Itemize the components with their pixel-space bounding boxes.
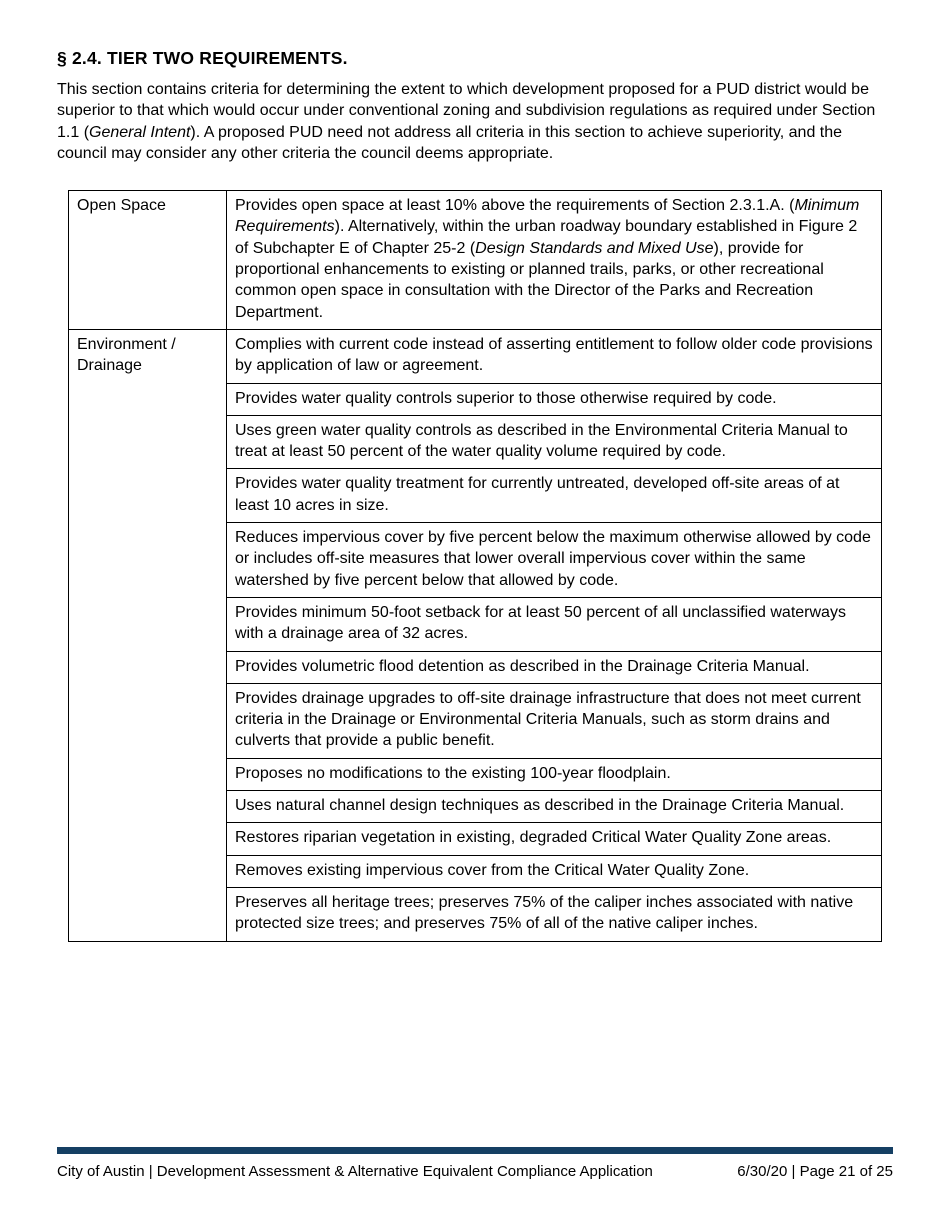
criterion-cell <box>227 823 882 855</box>
criterion-cell <box>227 523 882 598</box>
table-row <box>69 191 882 330</box>
footer-date-page-number: 6/30/20 | Page 21 of 25 <box>737 1163 893 1180</box>
requirements-table-body <box>69 191 882 941</box>
text-run: Removes existing impervious cover from the Critical Water Quality Zone. <box>235 861 750 879</box>
text-run: ). A proposed PUD need not address all criteria in this section to achieve superiority, and the council may consider any other criteria the council deems appropriate. <box>57 123 843 162</box>
text-run: Provides open space at least 10% above the requirements of Section 2.3.1.A. ( <box>235 197 795 215</box>
text-run: Provides drainage upgrades to off-site drainage infrastructure that does not meet current criteria in the Drainage or Environmental Criteria Manuals, such as storm drains and culverts that provide a public benefit. <box>235 689 861 750</box>
text-run: Uses green water quality controls as described in the Environmental Criteria Manual to treat at least 50 percent of the water quality volume required by code. <box>235 421 848 461</box>
criterion-cell <box>227 791 882 823</box>
criterion-cell <box>227 191 882 330</box>
criterion-cell <box>227 383 882 415</box>
text-run: Complies with current code instead of asserting entitlement to follow older code provisions by application of law or agreement. <box>235 335 873 375</box>
text-run: Provides water quality treatment for currently untreated, developed off-site areas of at least 10 acres in size. <box>235 475 840 514</box>
text-run: Provides water quality controls superior to those otherwise required by code. <box>235 389 777 407</box>
criterion-cell <box>227 683 882 758</box>
category-cell: Environment / Drainage <box>69 329 227 941</box>
criterion-cell <box>227 758 882 790</box>
text-run: ). Alternatively, within the urban roadway boundary established in Figure 2 of Subchapter E of Chapter 25-2 ( <box>235 218 858 257</box>
criterion-cell <box>227 887 882 941</box>
page-footer <box>57 1147 893 1180</box>
text-run: Provides volumetric flood detention as described in the Drainage Criteria Manual. <box>235 657 810 675</box>
criterion-cell <box>227 651 882 683</box>
footer-rule <box>57 1147 893 1154</box>
text-run: ), provide for proportional enhancements to existing or planned trails, parks, or other recreational common open space in consultation with the Director of the Parks and Recreation Department. <box>235 239 824 321</box>
criterion-cell <box>227 855 882 887</box>
criterion-cell <box>227 597 882 651</box>
table-row <box>69 329 882 383</box>
section-heading: § 2.4. TIER TWO REQUIREMENTS. <box>57 48 348 68</box>
category-cell: Open Space <box>69 191 227 330</box>
italic-text-run: General Intent <box>89 123 191 141</box>
intro-paragraph <box>57 79 893 164</box>
footer-document-title: City of Austin | Development Assessment & Alternative Equivalent Compliance Application <box>57 1163 653 1180</box>
text-run: Restores riparian vegetation in existing, degraded Critical Water Quality Zone areas. <box>235 829 832 847</box>
text-run: Uses natural channel design techniques as described in the Drainage Criteria Manual. <box>235 797 845 815</box>
text-run: Reduces impervious cover by five percent below the maximum otherwise allowed by code or includes off-site measures that lower overall impervious cover within the same watershed by five percent below that allowed by code. <box>235 529 871 589</box>
text-run: This section contains criteria for determining the extent to which development proposed for a PUD district would be superior to that which would occur under conventional zoning and subdivision regulations as required under Section 1.1 ( <box>57 81 876 141</box>
text-run: Proposes no modifications to the existing 100-year floodplain. <box>235 764 671 782</box>
italic-text-run: Minimum Requirements <box>235 197 860 236</box>
text-run: Preserves all heritage trees; preserves 75% of the caliper inches associated with native protected size trees; and preserves 75% of all of the native caliper inches. <box>235 893 854 933</box>
text-run: Provides minimum 50-foot setback for at least 50 percent of all unclassified waterways with a drainage area of 32 acres. <box>235 603 846 643</box>
requirements-table <box>68 190 882 941</box>
criterion-cell <box>227 469 882 523</box>
criterion-cell <box>227 329 882 383</box>
italic-text-run: Design Standards and Mixed Use <box>475 239 714 257</box>
criterion-cell <box>227 415 882 469</box>
